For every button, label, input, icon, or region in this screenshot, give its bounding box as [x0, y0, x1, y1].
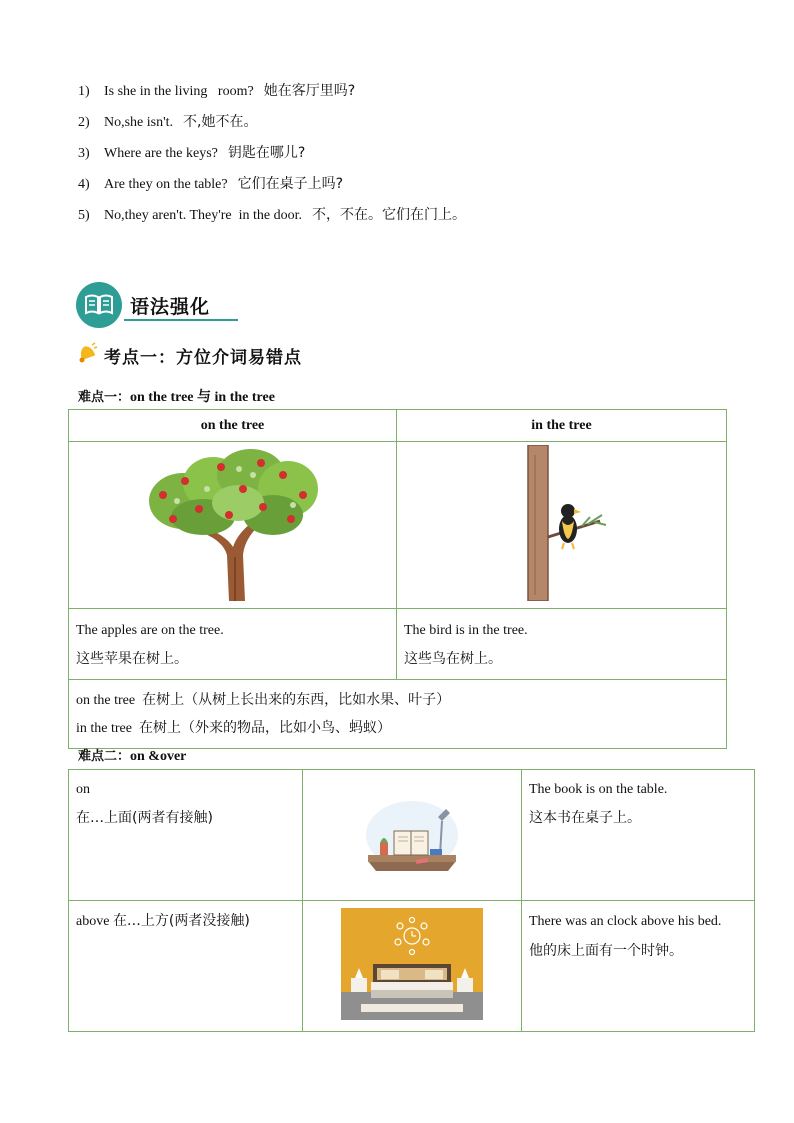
sentence-english: Are they on the table? — [104, 177, 228, 192]
sentence-english: Is she in the living room? — [104, 84, 254, 99]
example-english: The bird is in the tree. — [404, 623, 528, 638]
sentence-item — [78, 204, 758, 235]
table-header: on the tree — [69, 410, 397, 442]
word: on — [76, 782, 90, 797]
example-chinese: 这些鸟在树上。 — [404, 651, 502, 667]
difficulty-two-heading — [78, 745, 186, 765]
word-meaning: 在…上方(两者没接触) — [112, 913, 250, 929]
notes-cell — [69, 680, 727, 749]
tree-comparison-table — [68, 409, 727, 749]
note-english: in the tree — [76, 721, 132, 736]
sentence-number: 2) — [78, 115, 90, 130]
section-underline — [124, 319, 238, 321]
desk-illustration — [362, 791, 462, 875]
note-line — [76, 714, 719, 742]
bird-tree-image-cell — [397, 442, 727, 609]
word-cell — [69, 901, 303, 1032]
difficulty-one-heading — [78, 386, 275, 406]
apple-tree-illustration — [143, 445, 323, 601]
sentence-english: No,she isn't. — [104, 115, 174, 130]
example-chinese: 他的床上面有一个时钟。 — [529, 943, 683, 959]
difficulty-label: 难点一： — [78, 390, 131, 405]
example-cell — [522, 770, 755, 901]
sentence-number: 3) — [78, 146, 90, 161]
sentence-item — [78, 80, 758, 111]
sentence-number: 5) — [78, 208, 90, 223]
note-chinese: 在树上（外来的物品，比如小鸟、蚂蚁） — [138, 720, 391, 736]
table-header: in the tree — [397, 410, 727, 442]
sentence-chinese: 她在客厅里吗? — [263, 83, 356, 99]
section-header — [76, 282, 246, 330]
sentence-number: 1) — [78, 84, 90, 99]
book-icon — [76, 282, 122, 328]
bell-icon — [76, 342, 98, 369]
sentence-english: No,they aren't. They're in the door. — [104, 208, 303, 223]
sentence-english: Where are the keys? — [104, 146, 218, 161]
word-meaning: 在…上面(两者有接触) — [76, 810, 213, 826]
sentence-item — [78, 111, 758, 142]
sentence-item — [78, 173, 758, 204]
example-english: There was an clock above his bed. — [529, 914, 722, 929]
word-line — [76, 907, 295, 935]
example-cell — [397, 609, 727, 680]
desk-image-cell — [303, 770, 522, 901]
table-row — [69, 770, 755, 901]
example-cell — [522, 901, 755, 1032]
bird-on-trunk-illustration — [502, 445, 622, 601]
sentence-chinese: 不,她不在。 — [183, 114, 258, 130]
word: above — [76, 914, 110, 929]
difficulty-label-en: on the tree 与 in the tree — [130, 390, 275, 405]
sentence-item — [78, 142, 758, 173]
note-line — [76, 686, 719, 714]
sentence-chinese: 它们在桌子上吗? — [237, 176, 344, 192]
section-title: 语法强化 — [130, 296, 211, 318]
sentence-chinese: 不，不在。它们在门上。 — [312, 207, 467, 223]
example-english: The apples are on the tree. — [76, 623, 224, 638]
sentence-chinese: 钥匙在哪儿? — [227, 145, 306, 161]
note-chinese: 在树上（从树上长出来的东西，比如水果、叶子） — [142, 692, 451, 708]
example-english: The book is on the table. — [529, 782, 668, 797]
difficulty-label: 难点二： — [78, 749, 131, 764]
word-cell — [69, 770, 303, 901]
example-chinese: 这些苹果在树上。 — [76, 651, 188, 667]
sentence-number: 4) — [78, 177, 90, 192]
example-cell — [69, 609, 397, 680]
example-chinese: 这本书在桌子上。 — [529, 810, 641, 826]
apple-tree-image-cell — [69, 442, 397, 609]
bedroom-image-cell — [303, 901, 522, 1032]
sentence-list — [78, 80, 758, 235]
difficulty-label-en: on &over — [130, 749, 187, 764]
point-header — [76, 342, 302, 369]
point-title: 考点一：方位介词易错点 — [104, 348, 302, 368]
table-row — [69, 901, 755, 1032]
note-english: on the tree — [76, 693, 136, 708]
bedroom-illustration — [341, 908, 483, 1020]
on-above-table — [68, 769, 755, 1032]
